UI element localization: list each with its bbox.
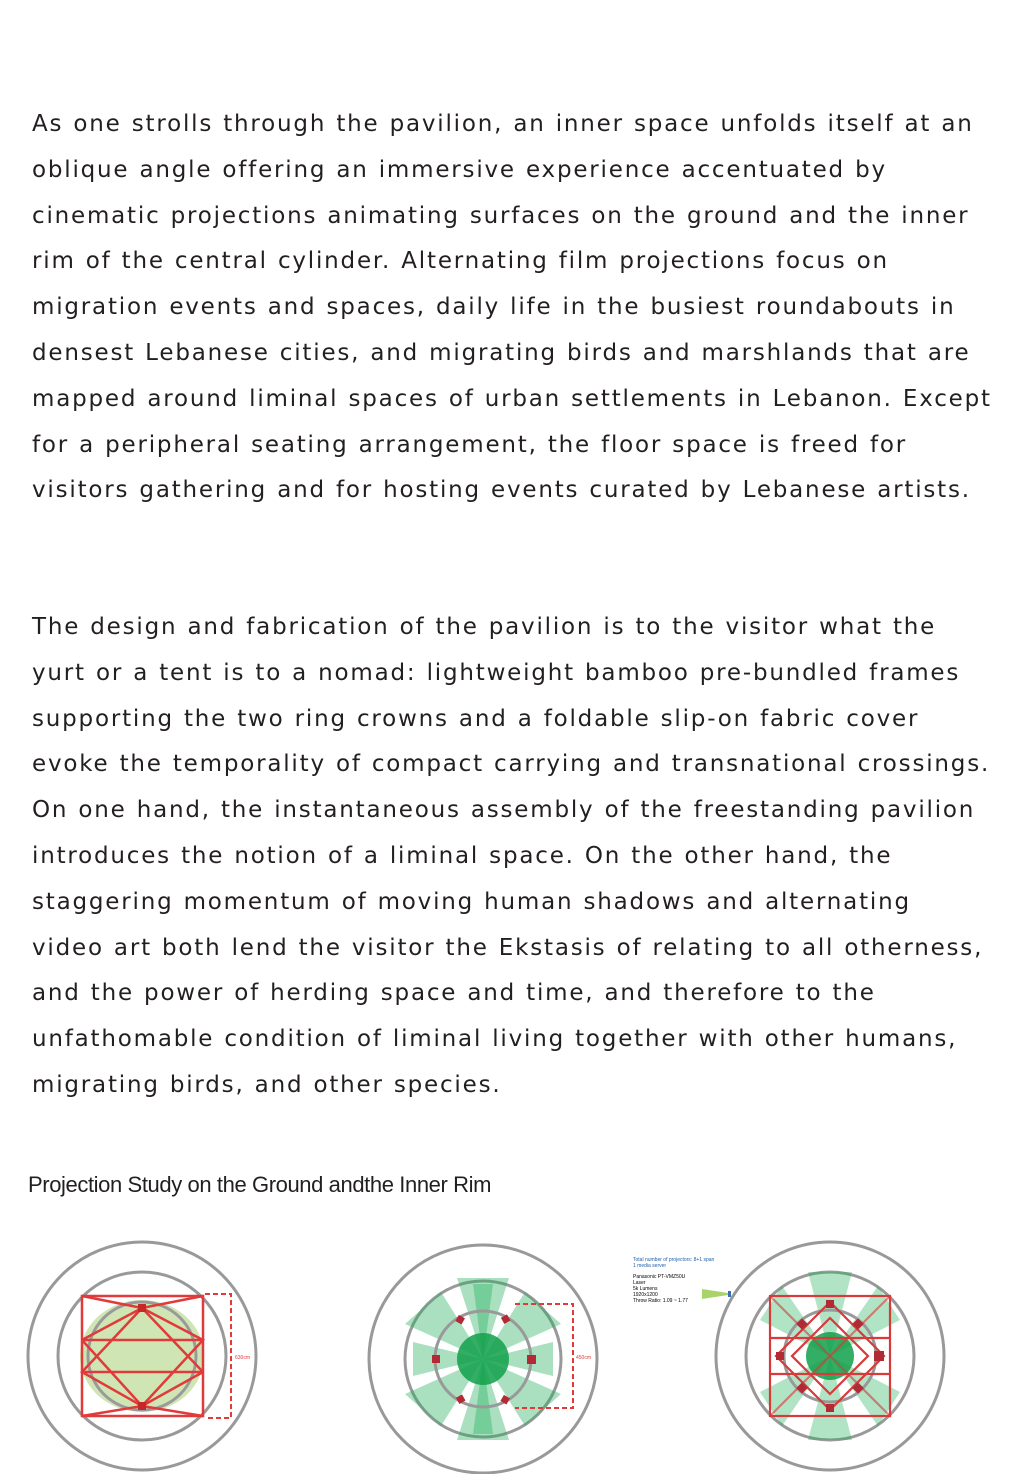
projector-count: Total number of projectors: 8+1 span bbox=[633, 1257, 715, 1263]
paragraph-projection-description: As one strolls through the pavilion, an inner space unfolds itself at an oblique angle offering an immersive experience accentuated by cinematic projections animating surfaces on the ground and the inner rim of the central cylinder. Alternating film projections focus on migration events and spaces, daily life in the busiest roundabouts in densest Lebanese cities, and migrating birds and marshlands that are mapped around liminal spaces of urban settlements in Lebanon. Except for a peripheral seating arrangement, the floor space is freed for visitors gathering and for hosting events curated by Lebanese artists. bbox=[32, 111, 992, 504]
paragraph-design-fabrication: The design and fabrication of the pavilion is to the visitor what the yurt or a tent is to a nomad: lightweight bamboo pre-bundled frames supporting the two ring crowns and a foldable slip-on fabric cover evoke the temporality of compact carrying and transnational crossings. On one hand, the instantaneous assembly of the freestanding pavilion introduces the notion of a liminal space. On the other hand, the staggering momentum of moving human shadows and alternating video art both lend the visitor the Ekstasis of relating to all otherness, and the power of herding space and time, and therefore to the unfathomable condition of liminal living together with other humans, migrating birds, and other species. bbox=[32, 614, 991, 1098]
projector-type: Laser bbox=[633, 1280, 646, 1286]
dimension-label: 450cm bbox=[576, 1355, 592, 1361]
projection-diagram-inner-rim bbox=[365, 1238, 605, 1474]
dimension-label: 630cm bbox=[235, 1355, 251, 1361]
projector-lumens: 5k Lumens bbox=[633, 1286, 658, 1292]
projector-model: Panasonic PT-VMZ50U bbox=[633, 1274, 686, 1280]
projection-diagram-combined bbox=[712, 1238, 948, 1474]
section-title: Projection Study on the Ground andthe Inner Rim bbox=[28, 1172, 492, 1197]
projector-throw-ratio: Throw Ratio: 1.09 ~ 1.77 bbox=[633, 1298, 688, 1304]
projector bbox=[138, 1402, 146, 1410]
projection-diagram-ground bbox=[24, 1238, 260, 1474]
ground-projection-core bbox=[457, 1333, 509, 1385]
projector-resolution: 1920x1200 bbox=[633, 1292, 658, 1298]
media-server-count: 1 media server bbox=[633, 1263, 667, 1269]
projector bbox=[138, 1304, 146, 1312]
